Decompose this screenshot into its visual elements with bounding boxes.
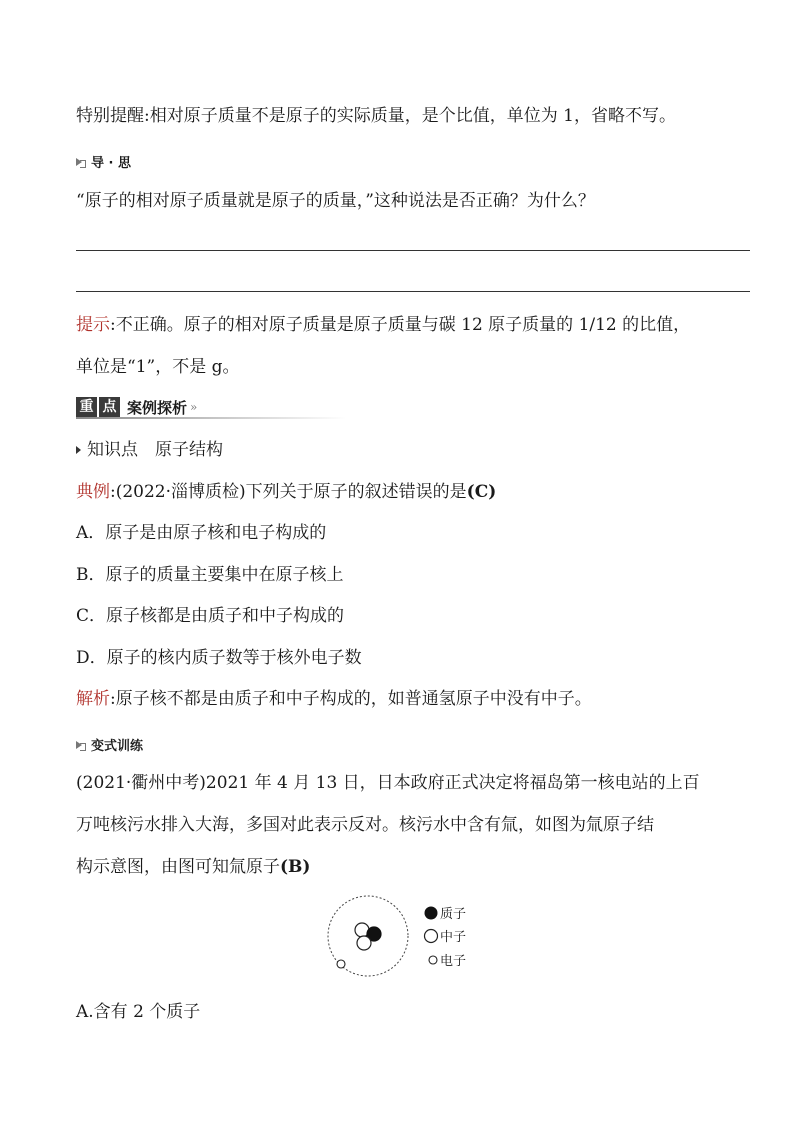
example-answer: (C) <box>466 482 497 502</box>
example-stem-text: :(2022·淄博质检)下列关于原子的叙述错误的是 <box>110 482 467 502</box>
analysis-label: 解析 <box>76 689 110 709</box>
legend-electron-icon <box>429 956 437 964</box>
section-mark-icon <box>76 740 86 750</box>
reminder-label: 特别提醒 <box>76 106 144 126</box>
variant-line-2: 万吨核污水排入大海，多国对此表示反对。核污水中含有氚，如图为氚原子结 <box>76 815 654 835</box>
banner-underline <box>76 417 346 419</box>
answer-line-1 <box>76 250 750 251</box>
guide-question: “原子的相对原子质量就是原子的质量，”这种说法是否正确？为什么？ <box>76 191 595 211</box>
example-stem <box>76 480 496 504</box>
section-banner <box>76 396 197 418</box>
example-label: 典例 <box>76 482 110 502</box>
option-b: B．原子的质量主要集中在原子核上 <box>76 565 344 585</box>
hint-line-2: 单位是“1”，不是 g。 <box>76 357 240 377</box>
banner-badge-1: 重 <box>76 397 97 418</box>
guide-heading-text: 导 · 思 <box>91 156 131 171</box>
banner-arrows-icon: » <box>190 400 198 414</box>
variant-line-3 <box>76 855 310 879</box>
hint-text-1: :不正确。原子的相对原子质量是原子质量与碳 12 原子质量的 1/12 的比值， <box>110 315 691 335</box>
legend-proton-label: 质子 <box>440 907 467 922</box>
reminder-line <box>76 104 676 128</box>
legend-electron-label: 电子 <box>440 954 467 969</box>
option-c: C．原子核都是由质子和中子构成的 <box>76 606 345 626</box>
guide-heading <box>76 152 131 171</box>
knowledge-point <box>76 438 223 462</box>
hint-line-1 <box>76 313 690 337</box>
legend-proton-icon <box>425 907 438 920</box>
legend-neutron-label: 中子 <box>440 930 467 945</box>
banner-title: 案例探析 <box>127 398 188 417</box>
tritium-atom-diagram <box>320 894 480 978</box>
section-mark-icon <box>76 157 86 167</box>
legend-neutron-icon <box>425 930 438 943</box>
variant-heading-text: 变式训练 <box>91 739 144 754</box>
variant-line-3-text: 构示意图，由图可知氚原子 <box>76 857 280 877</box>
option-d: D．原子的核内质子数等于核外电子数 <box>76 648 362 668</box>
hint-label: 提示 <box>76 315 110 335</box>
flag-icon <box>76 446 81 454</box>
answer-line-2 <box>76 291 750 292</box>
variant-line-1: (2021·衢州中考)2021 年 4 月 13 日，日本政府正式决定将福岛第一核电站的上百 <box>76 773 700 793</box>
variant-option-a: A.含有 2 个质子 <box>76 1002 201 1022</box>
neutron-2 <box>357 936 371 950</box>
variant-answer: (B) <box>280 857 311 877</box>
knowledge-point-text: 知识点 原子结构 <box>87 440 223 460</box>
variant-heading <box>76 735 143 754</box>
analysis-line <box>76 687 592 711</box>
electron <box>337 960 345 968</box>
reminder-text: :相对原子质量不是原子的实际质量，是个比值，单位为 1，省略不写。 <box>144 106 676 126</box>
option-a: A．原子是由原子核和电子构成的 <box>76 523 327 543</box>
banner-badge-2: 点 <box>99 397 120 418</box>
analysis-text: :原子核不都是由质子和中子构成的，如普通氢原子中没有中子。 <box>110 689 592 709</box>
